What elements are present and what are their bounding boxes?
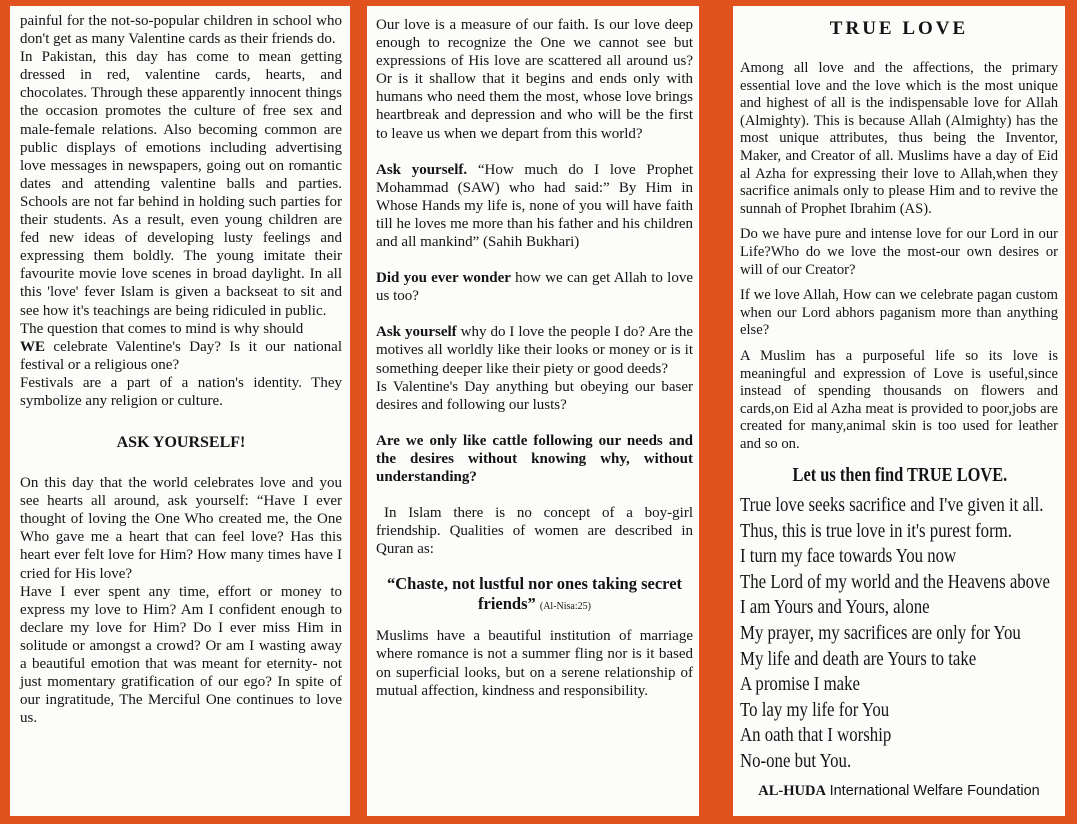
right-panel — [733, 6, 1065, 816]
p2-islam: In Islam there is no concept of a boy-girl friendship. Qualities of women are described in Quran as: — [376, 505, 693, 558]
p2-wonder: Did you ever wonder how we can get Allah to love us too? — [376, 270, 693, 305]
p2-valentine: Is Valentine's Day anything but obeying our baser desires and following our lusts? — [376, 378, 693, 413]
p3-para3: If we love Allah, How can we celebrate pagan custom when our Lord abhors paganism more than anything else? — [740, 287, 1058, 339]
p2-cattle: Are we only like cattle following our needs and the desires without knowing why, without understanding? — [376, 432, 693, 485]
ask-yourself-heading: ASK YOURSELF! — [116, 434, 246, 452]
p1-para4: Festivals are a part of a nation's identity. They symbolize any religion or culture. — [20, 374, 342, 409]
p3-para4: A Muslim has a purposeful life so its love is meaningful and expression of Love is useful,since instead of spending thousands on flowers and cards,on Eid al Azha meat is provided to poor,jobs are created for many,animal skin is too used for leather and so on. — [740, 347, 1058, 452]
footer-rest: International Welfare Foundation — [829, 782, 1040, 799]
p2-ask-people: Ask yourself why do I love the people I do? Are the motives all worldly like their looks or money or is it something deeper like their piety or good deeds? — [376, 324, 694, 377]
poem-line: No-one but You. — [740, 750, 852, 772]
p2-marriage: Muslims have a beautiful institution of marriage where romance is not a summer fling nor is it based on superficial looks, but on a serene relationship of mutual affection, kindness and responsibility. — [376, 628, 693, 699]
p1-para1: painful for the not-so-popular children in school who don't get as many Valentine cards as their friends do. — [20, 13, 342, 48]
true-love-title: TRUE LOVE — [829, 18, 969, 39]
p1-para2: In Pakistan, this day has come to mean getting dressed in red, valentine cards, hearts, and chocolates. Through these apparently innocent things the occasion promotes the culture of free sex and male-female relations. Also becoming common are public displays of emotions including advertising love messages in newspapers, going out on romantic dates and attending valentine balls and parties. Schools are not far behind in holding such parties for their students. As a result, even young children are fed new ideas of developing lusty feelings and expressing them boldly. The young imitate their favourite movie love scenes in broad daylight. In all this 'love' fever Islam is given a backseat to sit and see how it's teachings are being ridiculed in public. — [20, 49, 342, 319]
poem-line: I am Yours and Yours, alone — [740, 596, 930, 619]
quote-source: (Al-Nisa:25) — [539, 601, 591, 613]
poem-line: I turn my face towards You now — [740, 545, 957, 568]
footer-org: AL-HUDA — [758, 782, 826, 799]
p3-para1: Among all love and the affections, the primary essential love and the love which is the most unique and highest of all is the indispensable love for Allah (Almighty). This is because Allah (Almighty) has the most unique attributes, thus being the Inventor, Maker, and Creator of all. Muslims have a day of Eid al Azha for expressing their love to Allah,when they sacrifice animals only to please Him and to revive the sunnah of Prophet Ibrahim (AS). — [740, 60, 1058, 217]
poem-line: A promise I make — [740, 673, 860, 696]
p2-para1: Our love is a measure of our faith. Is our love deep enough to recognize the One we cannot see but expressions of His love are scattered all around us? Or is it shallow that it begins and ends only with humans who need them the most, whose love brings heartbreak and depression and who will be the first to leave us when we depart from this world? — [376, 17, 693, 142]
p1-para3: The question that comes to mind is why should WE celebrate Valentine's Day? Is it our national festival or a religious one? — [20, 320, 342, 373]
poem-line: An oath that I worship — [740, 724, 892, 747]
left-panel — [10, 6, 350, 816]
we-emphasis: WE — [20, 338, 46, 355]
poem-line: To lay my life for You — [740, 698, 890, 721]
middle-panel — [367, 6, 699, 816]
quran-quote: “Chaste, not lustful nor ones taking secret friends” (Al-Nisa:25) — [386, 574, 683, 614]
poem-heading: Let us then find TRUE LOVE. — [792, 464, 1008, 487]
p2-ask-prophet: Ask yourself. “How much do I love Prophet Mohammad (SAW) who had said:” By Him in Whose Hands my life is, none of you will have faith till he loves me more than his father and his children and all mankind” (Sahih Bukhari) — [376, 161, 694, 251]
poem-line: My life and death are Yours to take — [740, 647, 977, 670]
poem-line: Thus, this is true love in it's purest form. — [740, 519, 1012, 542]
poem-line: True love seeks sacrifice and I've given it all. — [740, 494, 1044, 517]
p1-para5: On this day that the world celebrates love and you see hearts all around, ask yourself: “Have I ever thought of loving the One Who created me, the One Who gave me a heart that can feel love? Has this heart ever felt love for Him? How many times have I cried for His love? — [20, 475, 342, 582]
poem-line: The Lord of my world and the Heavens above — [740, 570, 1050, 593]
p3-para2: Do we have pure and intense love for our Lord in our Life?Who do we love the most-our own desires or will of our Creator? — [740, 226, 1058, 278]
poem-line: My prayer, my sacrifices are only for You — [740, 622, 1021, 645]
footer — [740, 783, 1058, 800]
p1-para6: Have I ever spent any time, effort or money to express my love to Him? Am I confident enough to declare my love for Him? Do I ever miss Him in solitude or amongst a crowd? Or am I wasting away a beautiful emotion that was meant for eternity- not just momentary gratification of our ego? In spite of our ingratitude, The Merciful One continues to love us. — [20, 583, 342, 727]
